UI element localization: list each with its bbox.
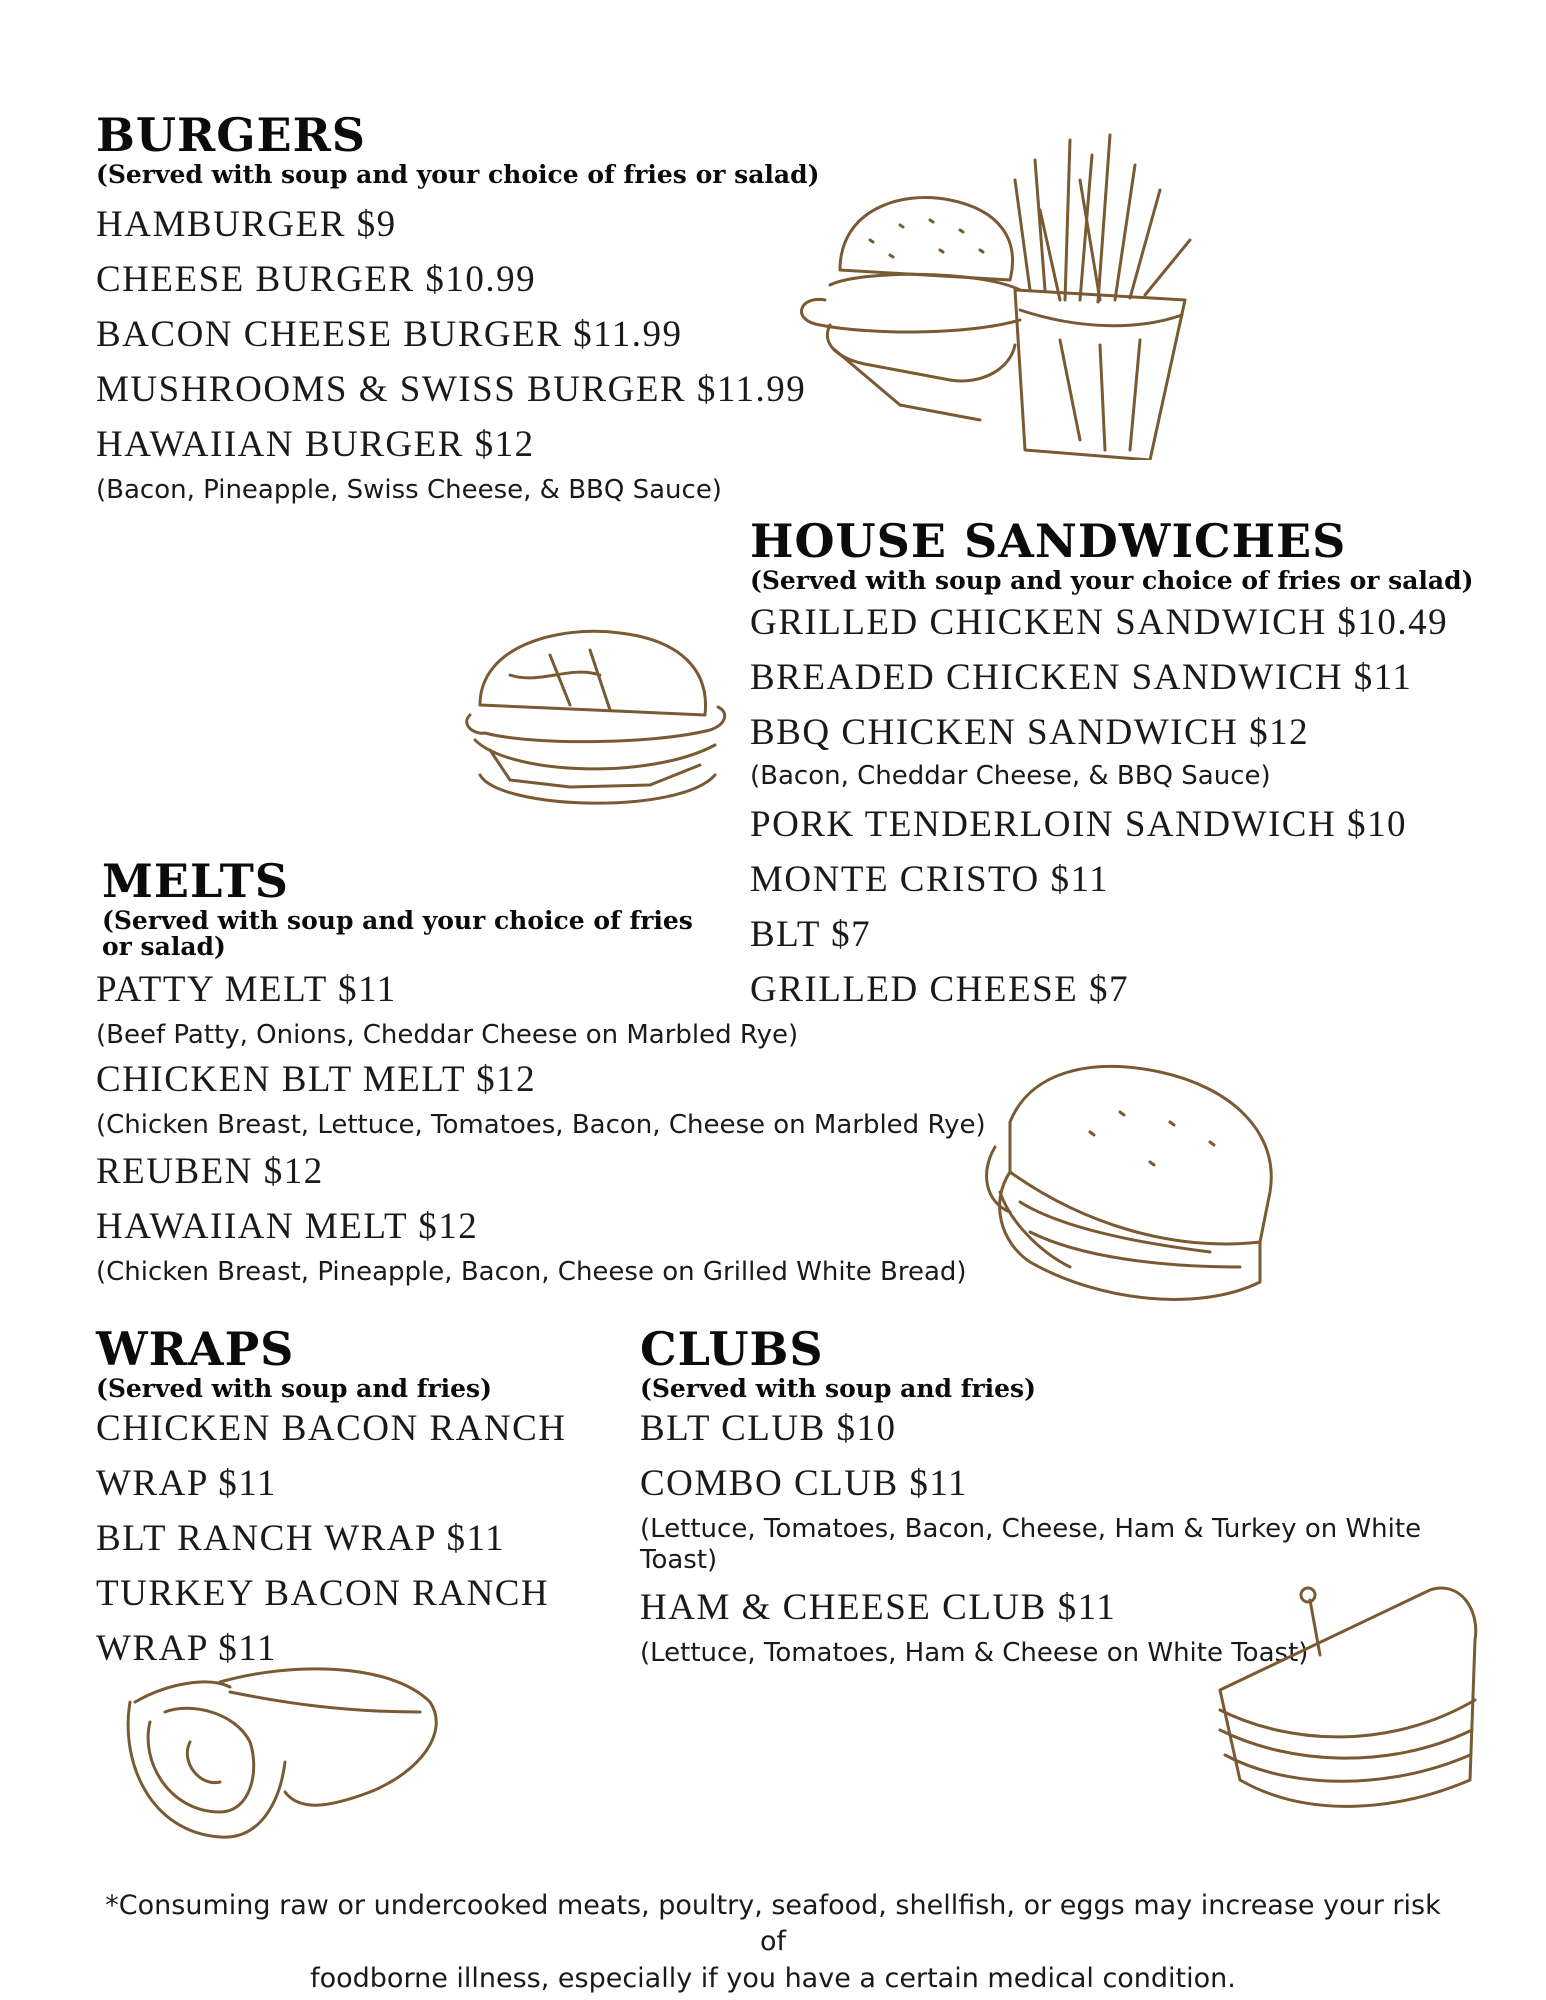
house-sandwiches-heading: HOUSE SANDWICHES xyxy=(750,514,1347,568)
menu-item: GRILLED CHICKEN SANDWICH $10.49 xyxy=(750,602,1449,644)
melts-heading: MELTS xyxy=(102,854,290,908)
menu-item: HAWAIIAN BURGER $12 xyxy=(96,424,535,466)
menu-item-description: (Chicken Breast, Lettuce, Tomatoes, Bacon, Cheese on Marbled Rye) xyxy=(96,1109,986,1140)
menu-item: BLT $7 xyxy=(750,914,872,956)
menu-item-description: (Chicken Breast, Pineapple, Bacon, Cheese on Grilled White Bread) xyxy=(96,1256,967,1287)
wraps-heading: WRAPS xyxy=(96,1322,295,1376)
menu-item: GRILLED CHEESE $7 xyxy=(750,969,1130,1011)
toasted-sandwich-icon xyxy=(970,1052,1300,1322)
menu-item: BREADED CHICKEN SANDWICH $11 xyxy=(750,657,1413,699)
menu-item-description: (Bacon, Pineapple, Swiss Cheese, & BBQ Sauce) xyxy=(96,475,722,506)
menu-item: HAMBURGER $9 xyxy=(96,204,397,246)
menu-item: MONTE CRISTO $11 xyxy=(750,859,1110,901)
menu-item-description: (Bacon, Cheddar Cheese, & BBQ Sauce) xyxy=(750,761,1271,792)
burgers-heading: BURGERS xyxy=(96,108,367,162)
menu-item: COMBO CLUB $11 xyxy=(640,1463,969,1505)
menu-item: PORK TENDERLOIN SANDWICH $10 xyxy=(750,804,1407,846)
house-sandwiches-subheading: (Served with soup and your choice of fries or salad) xyxy=(750,566,1474,595)
clubs-subheading: (Served with soup and fries) xyxy=(640,1374,1036,1403)
disclaimer-line: foodborne illness, especially if you have a certain medical condition. xyxy=(310,1962,1236,1994)
menu-item-description: Toast) xyxy=(640,1545,718,1576)
menu-item: CHICKEN BLT MELT $12 xyxy=(96,1058,537,1100)
menu-item: BLT CLUB $10 xyxy=(640,1408,897,1450)
chicken-sandwich-icon xyxy=(450,615,740,815)
wraps-section xyxy=(96,1322,616,1670)
menu-item: REUBEN $12 xyxy=(96,1150,324,1192)
menu-item: TURKEY BACON RANCH xyxy=(96,1573,550,1615)
menu-item: HAWAIIAN MELT $12 xyxy=(96,1205,479,1247)
burger-fries-icon xyxy=(780,120,1220,460)
menu-item: BBQ CHICKEN SANDWICH $12 xyxy=(750,712,1310,754)
melts-section xyxy=(96,854,996,1288)
menu-item: CHICKEN BACON RANCH xyxy=(96,1408,567,1450)
menu-item: CHEESE BURGER $10.99 xyxy=(96,259,537,301)
burgers-subheading: (Served with soup and your choice of fries or salad) xyxy=(96,160,820,189)
burgers-section xyxy=(96,108,856,506)
menu-item: WRAP $11 xyxy=(96,1463,277,1505)
food-safety-disclaimer xyxy=(100,1888,1446,1997)
melts-subheading: (Served with soup and your choice of fries xyxy=(102,906,693,935)
menu-item-description: (Lettuce, Tomatoes, Ham & Cheese on White Toast) xyxy=(640,1637,1309,1668)
menu-item-description: (Lettuce, Tomatoes, Bacon, Cheese, Ham & Turkey on White xyxy=(640,1514,1422,1545)
menu-item: BACON CHEESE BURGER $11.99 xyxy=(96,314,683,356)
menu-item: WRAP $11 xyxy=(96,1628,277,1670)
club-sandwich-icon xyxy=(1200,1580,1500,1830)
wraps-subheading: (Served with soup and fries) xyxy=(96,1374,492,1403)
menu-item-description: (Beef Patty, Onions, Cheddar Cheese on Marbled Rye) xyxy=(96,1019,799,1050)
melts-subheading: or salad) xyxy=(102,932,226,962)
disclaimer-line: *Consuming raw or undercooked meats, poultry, seafood, shellfish, or eggs may increase your risk of xyxy=(105,1890,1441,1958)
menu-item: HAM & CHEESE CLUB $11 xyxy=(640,1586,1117,1628)
menu-item: BLT RANCH WRAP $11 xyxy=(96,1518,506,1560)
wrap-icon xyxy=(110,1642,450,1842)
clubs-heading: CLUBS xyxy=(640,1322,824,1376)
menu-item: MUSHROOMS & SWISS BURGER $11.99 xyxy=(96,369,807,411)
menu-item: PATTY MELT $11 xyxy=(96,968,397,1010)
